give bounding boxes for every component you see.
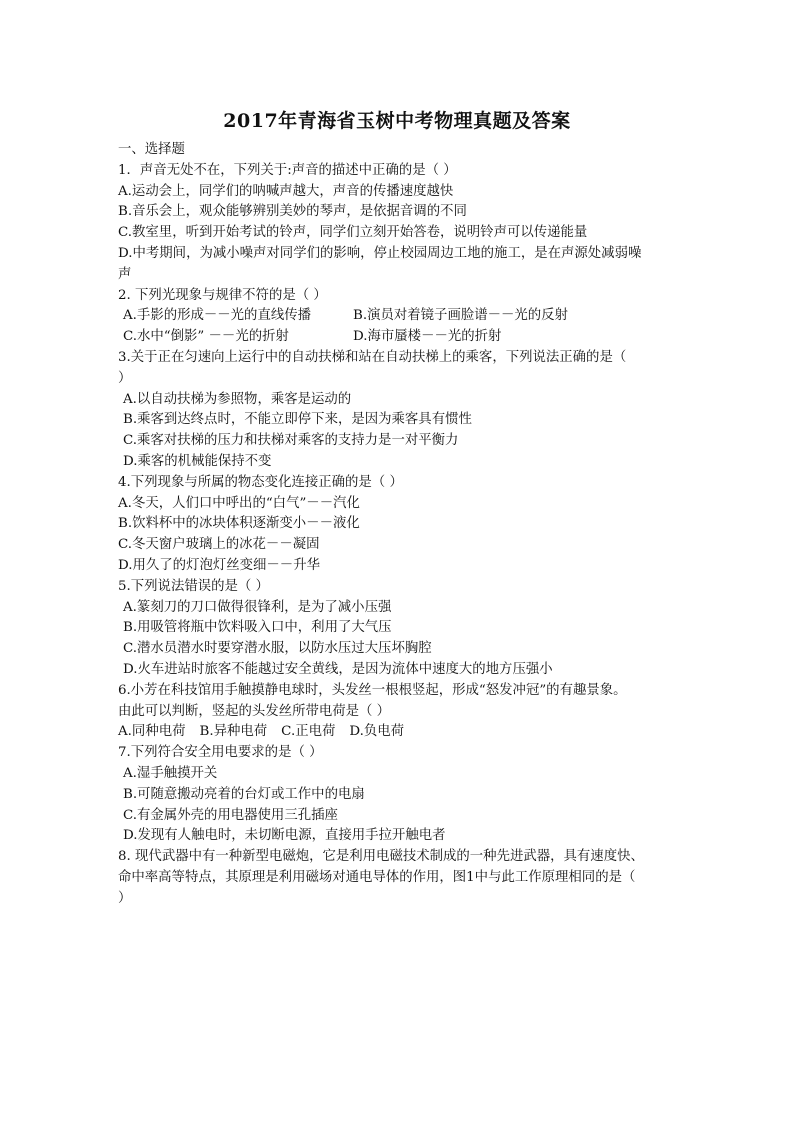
q5-option-a: A.篆刻刀的刀口做得很锋利，是为了减小压强: [123, 599, 392, 615]
q6-option-c: C.正电荷: [281, 724, 336, 740]
q6-option-a: A.同种电荷: [118, 724, 186, 740]
q5-option-d: D.火车进站时旅客不能越过安全黄线，是因为流体中速度大的地方压强小: [123, 661, 553, 677]
q6-options: [118, 722, 680, 743]
q2-option-d: D.海市蜃楼－－光的折射: [353, 329, 502, 345]
q1-option-d-cont: 声: [118, 266, 132, 282]
q6-stem: 6.小芳在科技馆用手触摸静电球时，头发丝一根根竖起，形成“怒发冲冠”的有趣景象。: [118, 682, 627, 698]
q1-option-c: C.教室里，听到开始考试的铃声，同学们立刻开始答卷，说明铃声可以传递能量: [118, 225, 588, 241]
q4-option-d: D.用久了的灯泡灯丝变细－－升华: [118, 557, 320, 573]
q6-stem-cont: 由此可以判断，竖起的头发丝所带电荷是（ ）: [118, 703, 391, 719]
q4-stem: 4.下列现象与所属的物态变化连接正确的是（ ）: [118, 474, 403, 490]
q8-stem-end: ）: [118, 890, 132, 906]
q2-option-c: C.水中“倒影” －－光的折射: [123, 329, 289, 345]
q5-option-c: C.潜水员潜水时要穿潜水服，以防水压过大压坏胸腔: [123, 641, 432, 657]
q2-stem: 2. 下列光现象与规律不符的是（ ）: [118, 287, 327, 303]
q4-option-a: A.冬天，人们口中呼出的“白气”－－汽化: [118, 495, 360, 511]
q3-option-a: A.以自动扶梯为参照物，乘客是运动的: [123, 391, 352, 407]
q7-option-d: D.发现有人触电时，未切断电源，直接用手拉开触电者: [123, 828, 446, 844]
page-title: 2017年青海省玉树中考物理真题及答案: [223, 110, 571, 132]
q7-option-c: C.有金属外壳的用电器使用三孔插座: [123, 807, 338, 823]
q3-stem-cont: ）: [118, 370, 132, 386]
q6-option-d: D.负电荷: [349, 724, 405, 740]
q5-option-b: B.用吸管将瓶中饮料吸入口中，利用了大气压: [123, 620, 392, 636]
q7-stem: 7.下列符合安全用电要求的是（ ）: [118, 745, 323, 761]
q2-options-cd: [118, 327, 680, 348]
q8-stem: 8. 现代武器中有一种新型电磁炮，它是利用电磁技术制成的一种先进武器，具有速度快、: [118, 849, 644, 865]
q2-option-b: B.演员对着镜子画脸谱－－光的反射: [353, 308, 568, 324]
q6-option-b: B.异种电荷: [199, 724, 268, 740]
q5-stem: 5.下列说法错误的是（ ）: [118, 578, 269, 594]
q3-option-d: D.乘客的机械能保持不变: [123, 453, 272, 469]
q4-option-c: C.冬天窗户玻璃上的冰花－－凝固: [118, 537, 320, 553]
q8-stem-cont: 命中率高等特点，其原理是利用磁场对通电导体的作用，图1中与此工作原理相同的是（: [118, 869, 636, 885]
q4-option-b: B.饮料杯中的冰块体积逐渐变小－－液化: [118, 516, 360, 532]
q2-options-ab: [118, 306, 680, 327]
q7-option-a: A.湿手触摸开关: [123, 765, 218, 781]
q1-option-d: D.中考期间，为减小噪声对同学们的影响，停止校园周边工地的施工，是在声源处减弱噪: [118, 245, 642, 261]
q3-option-b: B.乘客到达终点时，不能立即停下来，是因为乘客具有惯性: [123, 412, 472, 428]
q1-option-a: A.运动会上，同学们的呐喊声越大，声音的传播速度越快: [118, 183, 454, 199]
q2-option-a: A.手影的形成－－光的直线传播: [123, 308, 312, 324]
q1-stem: 1．声音无处不在，下列关于:声音的描述中正确的是（ ）: [118, 162, 457, 178]
q3-stem: 3.关于正在匀速向上运行中的自动扶梯和站在自动扶梯上的乘客，下列说法正确的是（: [118, 349, 627, 365]
question-list: [118, 140, 680, 909]
q7-option-b: B.可随意搬动亮着的台灯或工作中的电扇: [123, 786, 365, 802]
q1-option-b: B.音乐会上，观众能够辨别美妙的琴声，是依据音调的不同: [118, 204, 467, 220]
q3-option-c: C.乘客对扶梯的压力和扶梯对乘客的支持力是一对平衡力: [123, 433, 459, 449]
section-heading: 一、选择题: [118, 142, 185, 157]
